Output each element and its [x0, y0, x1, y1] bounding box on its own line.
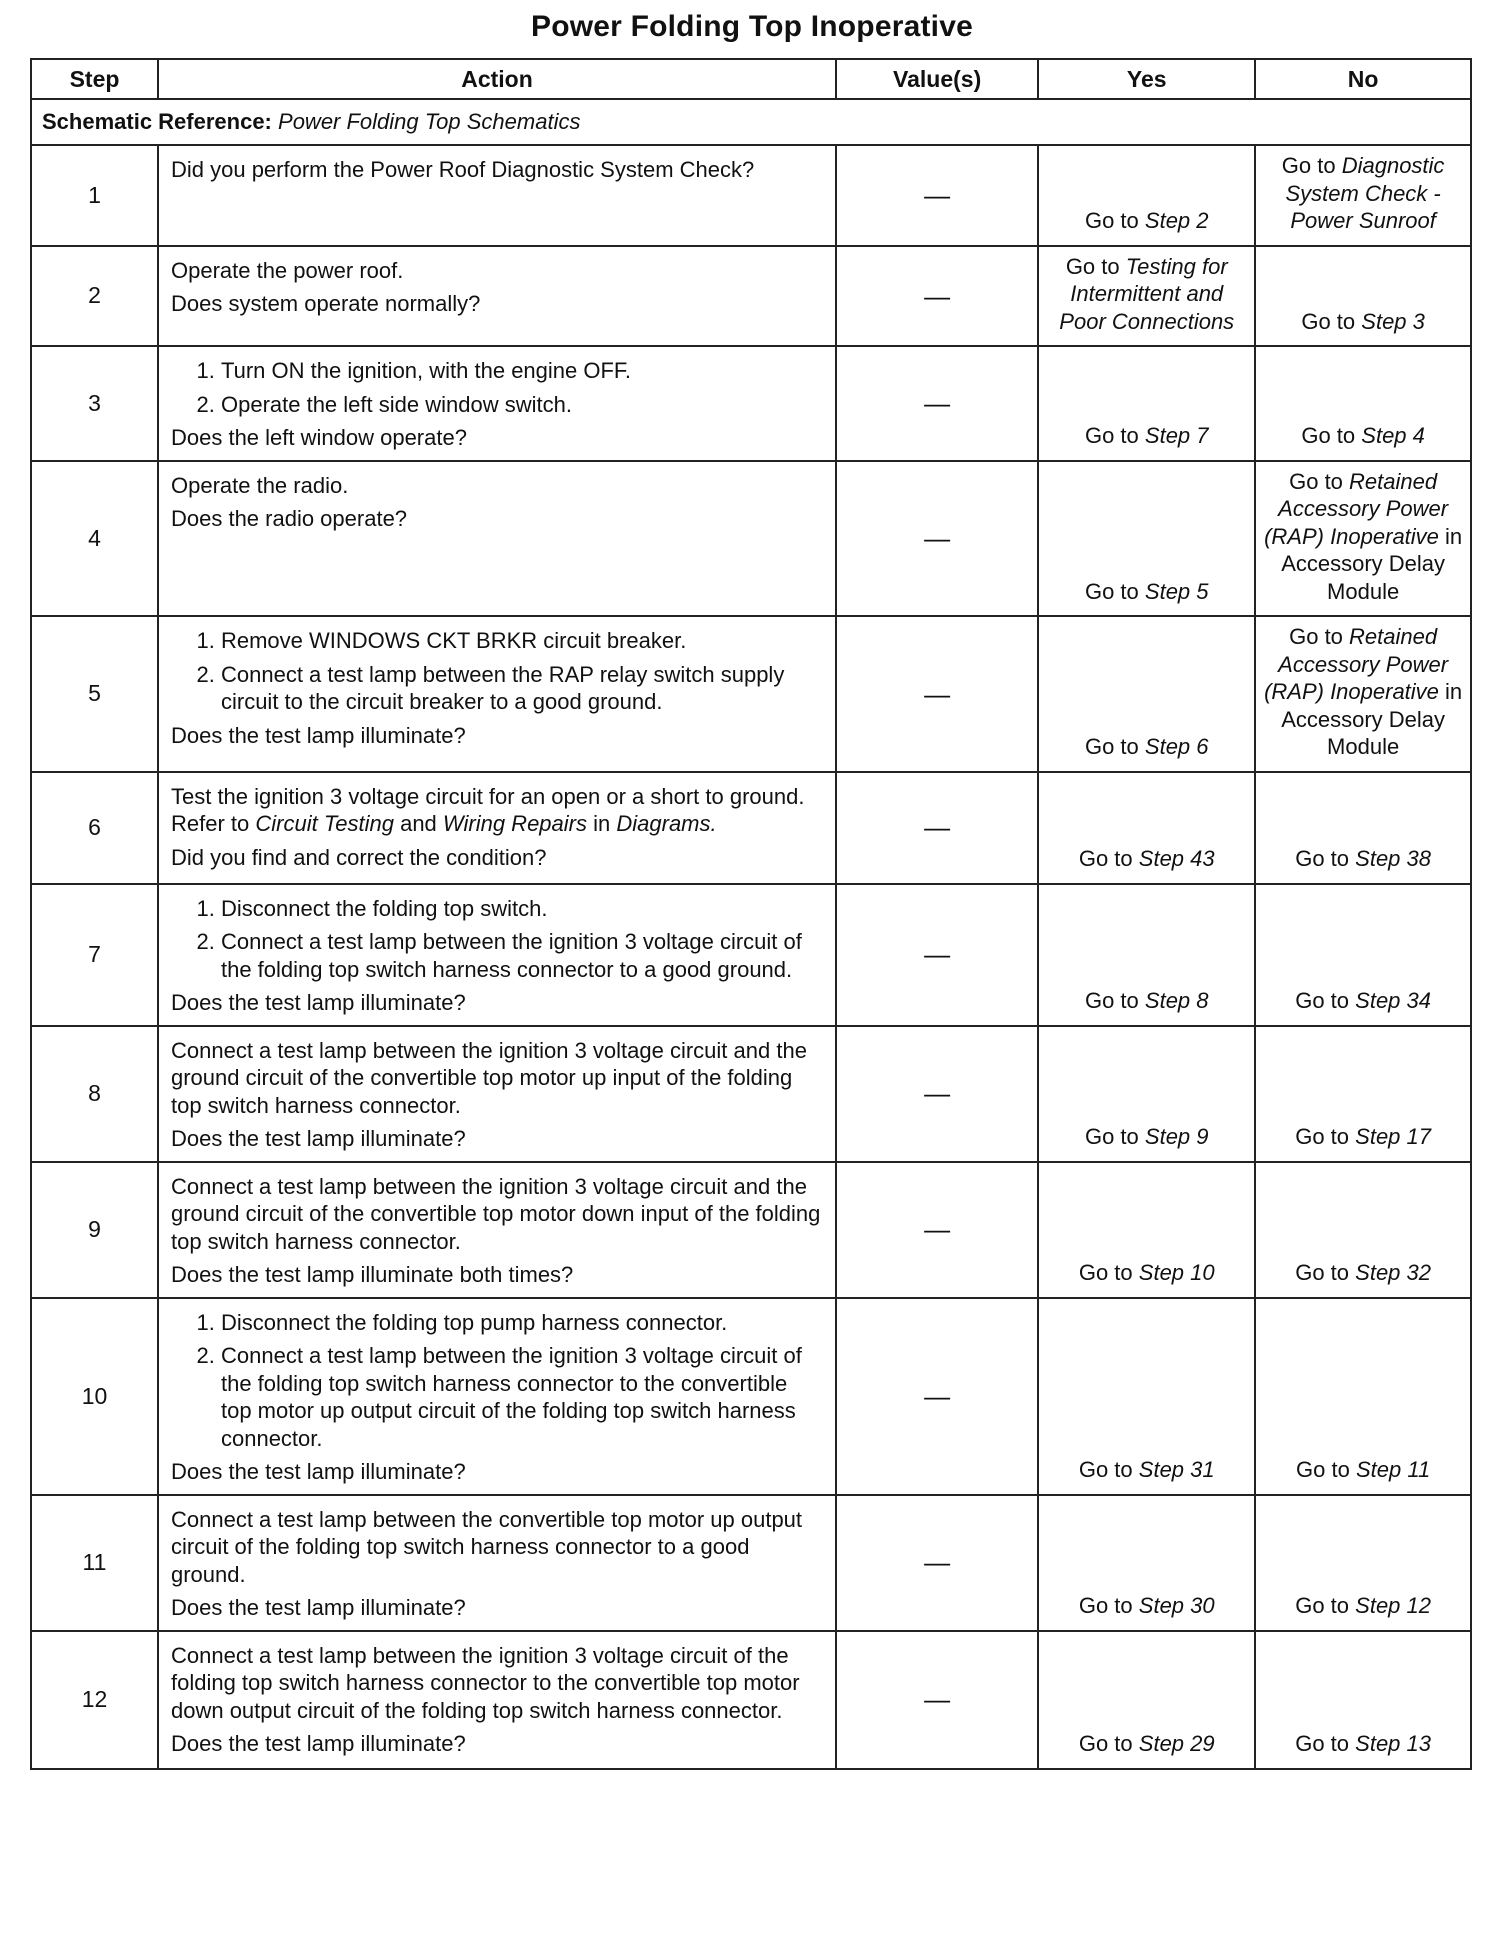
no-cell [1255, 145, 1471, 246]
action-question: Does the test lamp illuminate? [170, 1595, 466, 1620]
action-text-part: Test the ignition 3 voltage circuit for an open or a short to ground. Refer to [170, 783, 805, 836]
no-step-link: Step 12 [1355, 1593, 1431, 1618]
action-text: Operate the power roof. [170, 257, 404, 283]
action-question: Does the test lamp illuminate? [170, 1459, 466, 1484]
action-steps [171, 1309, 823, 1453]
no-reference-tail: in Accessory Delay Module [1281, 523, 1463, 604]
value-cell: — [836, 1631, 1038, 1769]
value-cell: — [836, 346, 1038, 461]
no-step-link: Step 38 [1355, 846, 1431, 871]
action-text: Connect a test lamp between the ignition 3 voltage circuit and the ground circuit of the convertible top motor up input of the folding top switch harness connector. [170, 1037, 807, 1118]
goto-text: Go to [1084, 208, 1139, 233]
goto-text: Go to [1301, 308, 1356, 334]
table-row [31, 1026, 1471, 1162]
yes-cell [1038, 346, 1255, 461]
no-reference-tail: in Accessory Delay Module [1281, 679, 1463, 759]
action-substep: 1. Remove WINDOWS CKT BRKR circuit breaker. [221, 627, 823, 655]
table-row [31, 1631, 1471, 1769]
schematic-reference-row [31, 99, 1471, 145]
action-text: Connect a test lamp between the ignition 3 voltage circuit of the folding top switch harness connector to the convertible top motor down output circuit of the folding top switch harness connector. [170, 1642, 800, 1723]
header-no: No [1255, 59, 1471, 99]
step-number: 7 [31, 884, 158, 1026]
goto-text: Go to [1289, 468, 1343, 494]
action-substep: 1. Disconnect the folding top switch. [221, 895, 823, 923]
step-number: 9 [31, 1162, 158, 1298]
yes-step-link: Step 10 [1138, 1260, 1215, 1285]
action-text: Operate the radio. [170, 472, 349, 498]
goto-text: Go to [1078, 1593, 1133, 1618]
action-substep: 2. Operate the left side window switch. [221, 391, 823, 419]
action-substep: 2. Connect a test lamp between the ignition 3 voltage circuit of the folding top switch harness connector to a good ground. [221, 928, 823, 983]
table-row [31, 346, 1471, 461]
no-cell [1255, 772, 1471, 884]
no-cell [1255, 1631, 1471, 1769]
value-cell: — [836, 1162, 1038, 1298]
table-row [31, 616, 1471, 772]
action-text: Connect a test lamp between the convertible top motor up output circuit of the folding top switch harness connector to a good ground. [170, 1506, 803, 1587]
action-cell [158, 1631, 836, 1769]
action-cell [158, 346, 836, 461]
action-question: Does the test lamp illuminate both times? [170, 1262, 574, 1287]
no-reference-link: Diagnostic System Check - Power Sunroof [1285, 153, 1445, 233]
no-step-link: Step 34 [1355, 988, 1431, 1013]
action-question: Does the test lamp illuminate? [170, 1731, 466, 1756]
action-cell [158, 884, 836, 1026]
step-number: 2 [31, 246, 158, 347]
yes-cell [1038, 1495, 1255, 1631]
table-row [31, 461, 1471, 617]
action-text: Connect a test lamp between the ignition 3 voltage circuit and the ground circuit of the convertible top motor down input of the folding top switch harness connector. [170, 1173, 821, 1254]
header-action: Action [158, 59, 836, 99]
header-row [31, 59, 1471, 99]
action-substep: 1. Turn ON the ignition, with the engine OFF. [221, 357, 823, 385]
action-text: Did you perform the Power Roof Diagnostic System Check? [170, 157, 755, 182]
step-number: 3 [31, 346, 158, 461]
yes-cell [1038, 616, 1255, 772]
step-number: 12 [31, 1631, 158, 1769]
step-number: 8 [31, 1026, 158, 1162]
goto-text: Go to [1084, 988, 1139, 1013]
yes-step-link: Step 2 [1144, 208, 1209, 233]
yes-step-link: Step 9 [1144, 1124, 1209, 1149]
value-cell: — [836, 616, 1038, 772]
action-cell [158, 145, 836, 246]
value-cell: — [836, 884, 1038, 1026]
no-cell [1255, 1162, 1471, 1298]
action-question: Does the radio operate? [170, 506, 408, 531]
value-cell: — [836, 772, 1038, 884]
action-question: Does the test lamp illuminate? [170, 722, 466, 748]
action-question: Did you find and correct the condition? [170, 844, 547, 870]
goto-text: Go to [1295, 846, 1350, 871]
circuit-testing-link: Circuit Testing [255, 811, 394, 836]
goto-text: Go to [1295, 1260, 1350, 1285]
action-text-part: in [593, 811, 611, 836]
no-step-link: Step 17 [1355, 1124, 1431, 1149]
action-cell [158, 1298, 836, 1495]
diagrams-link: Diagrams. [616, 811, 717, 836]
header-step: Step [31, 59, 158, 99]
action-steps [171, 895, 823, 984]
action-cell [158, 772, 836, 884]
no-cell [1255, 616, 1471, 772]
wiring-repairs-link: Wiring Repairs [442, 811, 587, 836]
no-reference-link: Retained Accessory Power (RAP) Inoperative [1264, 624, 1449, 704]
goto-text: Go to [1281, 153, 1336, 178]
step-number: 1 [31, 145, 158, 246]
header-values: Value(s) [836, 59, 1038, 99]
no-cell [1255, 346, 1471, 461]
yes-step-link: Step 29 [1138, 1731, 1215, 1756]
value-cell: — [836, 461, 1038, 617]
action-steps [171, 357, 823, 418]
no-reference-link: Retained Accessory Power (RAP) Inoperative [1264, 468, 1449, 549]
step-number: 11 [31, 1495, 158, 1631]
value-cell: — [836, 246, 1038, 347]
no-cell [1255, 884, 1471, 1026]
yes-step-link: Step 6 [1144, 734, 1209, 759]
goto-text: Go to [1065, 253, 1120, 279]
goto-text: Go to [1078, 1731, 1133, 1756]
goto-text: Go to [1078, 1260, 1133, 1285]
value-cell: — [836, 1298, 1038, 1495]
header-yes: Yes [1038, 59, 1255, 99]
yes-cell [1038, 1631, 1255, 1769]
no-cell [1255, 246, 1471, 347]
goto-text: Go to [1084, 423, 1139, 448]
goto-text: Go to [1084, 578, 1139, 604]
action-cell [158, 246, 836, 347]
no-cell [1255, 1495, 1471, 1631]
no-step-link: Step 11 [1355, 1457, 1431, 1482]
table-row [31, 884, 1471, 1026]
table-row [31, 246, 1471, 347]
goto-text: Go to [1295, 1593, 1350, 1618]
step-number: 4 [31, 461, 158, 617]
goto-text: Go to [1295, 1731, 1350, 1756]
yes-cell [1038, 145, 1255, 246]
yes-step-link: Step 30 [1138, 1593, 1215, 1618]
goto-text: Go to [1084, 734, 1139, 759]
action-text-part: and [400, 811, 437, 836]
yes-cell [1038, 246, 1255, 347]
table-row [31, 772, 1471, 884]
yes-step-link: Step 31 [1138, 1457, 1215, 1482]
no-step-link: Step 3 [1361, 308, 1425, 334]
no-step-link: Step 13 [1355, 1731, 1431, 1756]
step-number: 10 [31, 1298, 158, 1495]
yes-cell [1038, 1026, 1255, 1162]
diagnostic-table [30, 58, 1472, 1770]
action-question: Does the test lamp illuminate? [170, 1126, 466, 1151]
action-question: Does system operate normally? [170, 291, 481, 316]
goto-text: Go to [1301, 423, 1356, 448]
no-cell [1255, 1298, 1471, 1495]
table-row [31, 1298, 1471, 1495]
no-step-link: Step 4 [1361, 423, 1425, 448]
yes-step-link: Step 7 [1144, 423, 1209, 448]
yes-cell [1038, 1162, 1255, 1298]
action-substep: 2. Connect a test lamp between the RAP relay switch supply circuit to the circuit breaker to a good ground. [221, 661, 823, 716]
no-cell [1255, 1026, 1471, 1162]
no-cell [1255, 461, 1471, 617]
action-cell [158, 616, 836, 772]
table-row [31, 1495, 1471, 1631]
goto-text: Go to [1296, 1457, 1350, 1482]
yes-step-link: Step 5 [1144, 578, 1209, 604]
yes-cell [1038, 461, 1255, 617]
action-cell [158, 1495, 836, 1631]
step-number: 6 [31, 772, 158, 884]
yes-step-link: Step 43 [1138, 846, 1215, 871]
action-cell [158, 1026, 836, 1162]
page-title: Power Folding Top Inoperative [531, 10, 973, 43]
goto-text: Go to [1084, 1124, 1139, 1149]
table-row [31, 1162, 1471, 1298]
value-cell: — [836, 1495, 1038, 1631]
value-cell: — [836, 145, 1038, 246]
action-cell [158, 461, 836, 617]
action-steps [171, 627, 823, 716]
yes-cell [1038, 884, 1255, 1026]
table-row [31, 145, 1471, 246]
goto-text: Go to [1289, 624, 1343, 649]
value-cell: — [836, 1026, 1038, 1162]
goto-text: Go to [1078, 1457, 1133, 1482]
action-text [171, 783, 823, 838]
goto-text: Go to [1078, 846, 1133, 871]
goto-text: Go to [1295, 1124, 1350, 1149]
action-question: Does the test lamp illuminate? [170, 990, 466, 1015]
action-question: Does the left window operate? [170, 425, 467, 450]
schematic-label: Schematic Reference: [42, 109, 272, 135]
action-substep: 1. Disconnect the folding top pump harness connector. [221, 1309, 823, 1337]
yes-cell [1038, 1298, 1255, 1495]
yes-cell [1038, 772, 1255, 884]
action-cell [158, 1162, 836, 1298]
no-step-link: Step 32 [1355, 1260, 1431, 1285]
action-substep: 2. Connect a test lamp between the ignition 3 voltage circuit of the folding top switch harness connector to the convertible top motor up output circuit of the folding top switch harness connector. [221, 1342, 823, 1452]
yes-reference-link: Testing for Intermittent and Poor Connections [1059, 253, 1235, 334]
goto-text: Go to [1295, 988, 1350, 1013]
schematic-reference-link: Power Folding Top Schematics [278, 109, 581, 135]
yes-step-link: Step 8 [1144, 988, 1209, 1013]
step-number: 5 [31, 616, 158, 772]
